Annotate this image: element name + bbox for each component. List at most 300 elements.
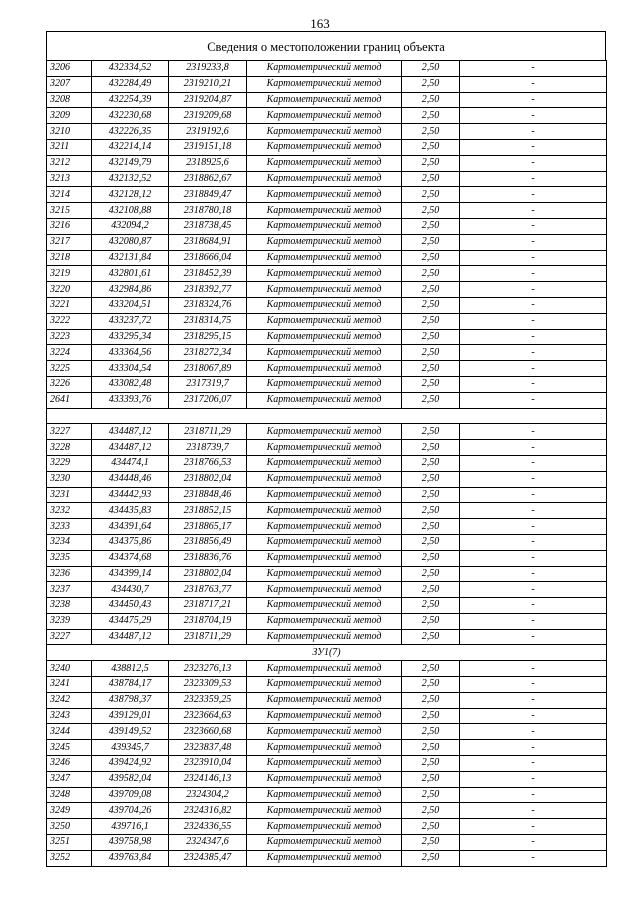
x-coordinate-cell: 433393,76 [92,392,169,408]
note-cell: - [460,187,607,203]
table-row [47,819,607,835]
accuracy-cell: 2,50 [402,218,460,234]
table-row [47,61,607,77]
table-row [47,550,607,566]
point-number-cell: 3252 [47,850,92,866]
accuracy-cell: 2,50 [402,629,460,645]
note-cell: - [460,756,607,772]
note-cell: - [460,519,607,535]
x-coordinate-cell: 434475,29 [92,613,169,629]
table-row [47,139,607,155]
point-number-cell: 3210 [47,124,92,140]
x-coordinate-cell: 432801,61 [92,266,169,282]
method-cell: Картометрический метод [247,376,402,392]
method-cell: Картометрический метод [247,297,402,313]
table-row [47,250,607,266]
accuracy-cell: 2,50 [402,250,460,266]
note-cell: - [460,250,607,266]
y-coordinate-cell: 2324304,2 [169,787,247,803]
point-number-cell: 3212 [47,155,92,171]
accuracy-cell: 2,50 [402,692,460,708]
x-coordinate-cell: 433237,72 [92,313,169,329]
point-number-cell: 3236 [47,566,92,582]
accuracy-cell: 2,50 [402,787,460,803]
accuracy-cell: 2,50 [402,708,460,724]
point-number-cell: 3235 [47,550,92,566]
note-cell: - [460,582,607,598]
y-coordinate-cell: 2323664,63 [169,708,247,724]
accuracy-cell: 2,50 [402,424,460,440]
note-cell: - [460,155,607,171]
point-number-cell: 3224 [47,345,92,361]
table-row [47,661,607,677]
y-coordinate-cell: 2319192,6 [169,124,247,140]
method-cell: Картометрический метод [247,566,402,582]
method-cell: Картометрический метод [247,361,402,377]
note-cell: - [460,566,607,582]
table-row [47,313,607,329]
method-cell: Картометрический метод [247,724,402,740]
point-number-cell: 3207 [47,76,92,92]
accuracy-cell: 2,50 [402,724,460,740]
x-coordinate-cell: 434374,68 [92,550,169,566]
accuracy-cell: 2,50 [402,92,460,108]
x-coordinate-cell: 434399,14 [92,566,169,582]
point-number-cell: 3226 [47,376,92,392]
note-cell: - [460,424,607,440]
note-cell: - [460,613,607,629]
method-cell: Картометрический метод [247,250,402,266]
method-cell: Картометрический метод [247,708,402,724]
table-row [47,455,607,471]
point-number-cell: 3234 [47,534,92,550]
section-label: ЗУ1(7) [47,645,607,661]
point-number-cell: 3232 [47,503,92,519]
point-number-cell: 3237 [47,582,92,598]
accuracy-cell: 2,50 [402,376,460,392]
y-coordinate-cell: 2318766,53 [169,455,247,471]
table-row [47,234,607,250]
table-title: Сведения о местоположении границ объекта [46,31,606,61]
table-row [47,598,607,614]
table-row [47,613,607,629]
table-row [47,677,607,693]
note-cell: - [460,835,607,851]
note-cell: - [460,329,607,345]
note-cell: - [460,724,607,740]
point-number-cell: 3230 [47,471,92,487]
table-row [47,850,607,866]
x-coordinate-cell: 438812,5 [92,661,169,677]
point-number-cell: 3238 [47,598,92,614]
y-coordinate-cell: 2318684,91 [169,234,247,250]
accuracy-cell: 2,50 [402,771,460,787]
y-coordinate-cell: 2324316,82 [169,803,247,819]
method-cell: Картометрический метод [247,613,402,629]
table-row [47,566,607,582]
point-number-cell: 3225 [47,361,92,377]
table-row [47,266,607,282]
method-cell: Картометрический метод [247,692,402,708]
note-cell: - [460,503,607,519]
note-cell: - [460,677,607,693]
accuracy-cell: 2,50 [402,266,460,282]
table-row [47,361,607,377]
table-row [47,282,607,298]
table-row [47,692,607,708]
y-coordinate-cell: 2318865,17 [169,519,247,535]
accuracy-cell: 2,50 [402,471,460,487]
table-row [47,76,607,92]
note-cell: - [460,487,607,503]
point-number-cell: 3250 [47,819,92,835]
point-number-cell: 3222 [47,313,92,329]
note-cell: - [460,171,607,187]
table-row [47,629,607,645]
method-cell: Картометрический метод [247,582,402,598]
method-cell: Картометрический метод [247,92,402,108]
y-coordinate-cell: 2323276,13 [169,661,247,677]
y-coordinate-cell: 2317319,7 [169,376,247,392]
accuracy-cell: 2,50 [402,139,460,155]
x-coordinate-cell: 432230,68 [92,108,169,124]
x-coordinate-cell: 432132,52 [92,171,169,187]
x-coordinate-cell: 434391,64 [92,519,169,535]
x-coordinate-cell: 434435,83 [92,503,169,519]
accuracy-cell: 2,50 [402,61,460,77]
accuracy-cell: 2,50 [402,329,460,345]
y-coordinate-cell: 2324146,13 [169,771,247,787]
point-number-cell: 3218 [47,250,92,266]
y-coordinate-cell: 2318738,45 [169,218,247,234]
table-row [47,92,607,108]
table-row [47,297,607,313]
table-row [47,534,607,550]
accuracy-cell: 2,50 [402,234,460,250]
note-cell: - [460,598,607,614]
point-number-cell: 3219 [47,266,92,282]
method-cell: Картометрический метод [247,835,402,851]
note-cell: - [460,629,607,645]
table-row [47,155,607,171]
y-coordinate-cell: 2319151,18 [169,139,247,155]
note-cell: - [460,661,607,677]
method-cell: Картометрический метод [247,487,402,503]
accuracy-cell: 2,50 [402,661,460,677]
point-number-cell: 3211 [47,139,92,155]
note-cell: - [460,124,607,140]
method-cell: Картометрический метод [247,677,402,693]
table-row [47,582,607,598]
accuracy-cell: 2,50 [402,550,460,566]
accuracy-cell: 2,50 [402,850,460,866]
y-coordinate-cell: 2318739,7 [169,440,247,456]
accuracy-cell: 2,50 [402,345,460,361]
method-cell: Картометрический метод [247,234,402,250]
method-cell: Картометрический метод [247,503,402,519]
point-number-cell: 3223 [47,329,92,345]
method-cell: Картометрический метод [247,756,402,772]
y-coordinate-cell: 2318272,34 [169,345,247,361]
x-coordinate-cell: 434442,93 [92,487,169,503]
x-coordinate-cell: 439582,04 [92,771,169,787]
y-coordinate-cell: 2318763,77 [169,582,247,598]
point-number-cell: 3241 [47,677,92,693]
y-coordinate-cell: 2318717,21 [169,598,247,614]
x-coordinate-cell: 434487,12 [92,629,169,645]
y-coordinate-cell: 2318802,04 [169,471,247,487]
coordinates-table [46,60,607,867]
section-header-row [47,645,607,661]
accuracy-cell: 2,50 [402,487,460,503]
table-row [47,203,607,219]
table-row [47,740,607,756]
table-row [47,218,607,234]
table-row [47,771,607,787]
accuracy-cell: 2,50 [402,124,460,140]
y-coordinate-cell: 2318666,04 [169,250,247,266]
point-number-cell: 3244 [47,724,92,740]
method-cell: Картометрический метод [247,803,402,819]
point-number-cell: 3245 [47,740,92,756]
point-number-cell: 3251 [47,835,92,851]
method-cell: Картометрический метод [247,771,402,787]
note-cell: - [460,297,607,313]
table-row [47,108,607,124]
x-coordinate-cell: 434474,1 [92,455,169,471]
method-cell: Картометрический метод [247,455,402,471]
y-coordinate-cell: 2324385,47 [169,850,247,866]
x-coordinate-cell: 438798,37 [92,692,169,708]
x-coordinate-cell: 439709,08 [92,787,169,803]
y-coordinate-cell: 2318925,6 [169,155,247,171]
table-row [47,440,607,456]
note-cell: - [460,850,607,866]
accuracy-cell: 2,50 [402,803,460,819]
note-cell: - [460,550,607,566]
point-number-cell: 3208 [47,92,92,108]
accuracy-cell: 2,50 [402,566,460,582]
method-cell: Картометрический метод [247,218,402,234]
y-coordinate-cell: 2318852,15 [169,503,247,519]
method-cell: Картометрический метод [247,550,402,566]
accuracy-cell: 2,50 [402,282,460,298]
separator-cell [47,408,607,424]
point-number-cell: 3239 [47,613,92,629]
y-coordinate-cell: 2324336,55 [169,819,247,835]
page-number: 163 [310,16,330,31]
x-coordinate-cell: 433082,48 [92,376,169,392]
accuracy-cell: 2,50 [402,819,460,835]
method-cell: Картометрический метод [247,345,402,361]
note-cell: - [460,234,607,250]
note-cell: - [460,108,607,124]
method-cell: Картометрический метод [247,519,402,535]
x-coordinate-cell: 434487,12 [92,424,169,440]
point-number-cell: 3227 [47,629,92,645]
accuracy-cell: 2,50 [402,519,460,535]
y-coordinate-cell: 2319233,8 [169,61,247,77]
accuracy-cell: 2,50 [402,740,460,756]
method-cell: Картометрический метод [247,139,402,155]
accuracy-cell: 2,50 [402,455,460,471]
x-coordinate-cell: 433204,51 [92,297,169,313]
x-coordinate-cell: 439149,52 [92,724,169,740]
table-row [47,487,607,503]
method-cell: Картометрический метод [247,171,402,187]
x-coordinate-cell: 439758,98 [92,835,169,851]
x-coordinate-cell: 432108,88 [92,203,169,219]
table-row [47,503,607,519]
x-coordinate-cell: 432284,49 [92,76,169,92]
y-coordinate-cell: 2323309,53 [169,677,247,693]
accuracy-cell: 2,50 [402,440,460,456]
y-coordinate-cell: 2317206,07 [169,392,247,408]
method-cell: Картометрический метод [247,629,402,645]
x-coordinate-cell: 434448,46 [92,471,169,487]
x-coordinate-cell: 432254,39 [92,92,169,108]
accuracy-cell: 2,50 [402,756,460,772]
note-cell: - [460,708,607,724]
point-number-cell: 3228 [47,440,92,456]
note-cell: - [460,787,607,803]
accuracy-cell: 2,50 [402,598,460,614]
point-number-cell: 3216 [47,218,92,234]
x-coordinate-cell: 432080,87 [92,234,169,250]
method-cell: Картометрический метод [247,661,402,677]
accuracy-cell: 2,50 [402,171,460,187]
point-number-cell: 3229 [47,455,92,471]
y-coordinate-cell: 2324347,6 [169,835,247,851]
note-cell: - [460,139,607,155]
table-row [47,187,607,203]
method-cell: Картометрический метод [247,313,402,329]
method-cell: Картометрический метод [247,329,402,345]
point-number-cell: 3227 [47,424,92,440]
coordinates-table-body [47,61,607,867]
note-cell: - [460,803,607,819]
y-coordinate-cell: 2323910,04 [169,756,247,772]
point-number-cell: 3221 [47,297,92,313]
point-number-cell: 3217 [47,234,92,250]
y-coordinate-cell: 2318067,89 [169,361,247,377]
note-cell: - [460,282,607,298]
method-cell: Картометрический метод [247,598,402,614]
method-cell: Картометрический метод [247,424,402,440]
method-cell: Картометрический метод [247,787,402,803]
y-coordinate-cell: 2318780,18 [169,203,247,219]
note-cell: - [460,376,607,392]
point-number-cell: 3246 [47,756,92,772]
point-number-cell: 3214 [47,187,92,203]
x-coordinate-cell: 439424,92 [92,756,169,772]
point-number-cell: 3209 [47,108,92,124]
y-coordinate-cell: 2318856,49 [169,534,247,550]
method-cell: Картометрический метод [247,819,402,835]
point-number-cell: 3233 [47,519,92,535]
note-cell: - [460,61,607,77]
note-cell: - [460,534,607,550]
point-number-cell: 3240 [47,661,92,677]
y-coordinate-cell: 2318862,67 [169,171,247,187]
point-number-cell: 3231 [47,487,92,503]
x-coordinate-cell: 434430,7 [92,582,169,598]
note-cell: - [460,361,607,377]
y-coordinate-cell: 2318849,47 [169,187,247,203]
method-cell: Картометрический метод [247,392,402,408]
boundary-sheet [46,31,606,867]
accuracy-cell: 2,50 [402,155,460,171]
note-cell: - [460,771,607,787]
table-row [47,519,607,535]
x-coordinate-cell: 434450,43 [92,598,169,614]
y-coordinate-cell: 2323837,48 [169,740,247,756]
y-coordinate-cell: 2318711,29 [169,629,247,645]
accuracy-cell: 2,50 [402,361,460,377]
table-row [47,787,607,803]
method-cell: Картометрический метод [247,124,402,140]
x-coordinate-cell: 434487,12 [92,440,169,456]
method-cell: Картометрический метод [247,440,402,456]
x-coordinate-cell: 433304,54 [92,361,169,377]
point-number-cell: 3215 [47,203,92,219]
accuracy-cell: 2,50 [402,582,460,598]
y-coordinate-cell: 2318314,75 [169,313,247,329]
table-row [47,471,607,487]
y-coordinate-cell: 2323660,68 [169,724,247,740]
x-coordinate-cell: 439704,26 [92,803,169,819]
table-row [47,803,607,819]
accuracy-cell: 2,50 [402,613,460,629]
method-cell: Картометрический метод [247,61,402,77]
y-coordinate-cell: 2318452,39 [169,266,247,282]
table-row [47,756,607,772]
table-row [47,329,607,345]
method-cell: Картометрический метод [247,108,402,124]
x-coordinate-cell: 432094,2 [92,218,169,234]
note-cell: - [460,740,607,756]
point-number-cell: 3243 [47,708,92,724]
accuracy-cell: 2,50 [402,76,460,92]
accuracy-cell: 2,50 [402,313,460,329]
table-row [47,835,607,851]
note-cell: - [460,218,607,234]
note-cell: - [460,313,607,329]
x-coordinate-cell: 432131,84 [92,250,169,266]
y-coordinate-cell: 2318711,29 [169,424,247,440]
x-coordinate-cell: 439716,1 [92,819,169,835]
y-coordinate-cell: 2318836,76 [169,550,247,566]
table-row [47,171,607,187]
method-cell: Картометрический метод [247,203,402,219]
table-row [47,345,607,361]
x-coordinate-cell: 432334,52 [92,61,169,77]
note-cell: - [460,819,607,835]
separator-row [47,408,607,424]
method-cell: Картометрический метод [247,187,402,203]
table-row [47,376,607,392]
y-coordinate-cell: 2318324,76 [169,297,247,313]
x-coordinate-cell: 439129,01 [92,708,169,724]
method-cell: Картометрический метод [247,155,402,171]
y-coordinate-cell: 2319204,87 [169,92,247,108]
y-coordinate-cell: 2323359,25 [169,692,247,708]
note-cell: - [460,92,607,108]
note-cell: - [460,440,607,456]
note-cell: - [460,203,607,219]
x-coordinate-cell: 439345,7 [92,740,169,756]
x-coordinate-cell: 432149,79 [92,155,169,171]
